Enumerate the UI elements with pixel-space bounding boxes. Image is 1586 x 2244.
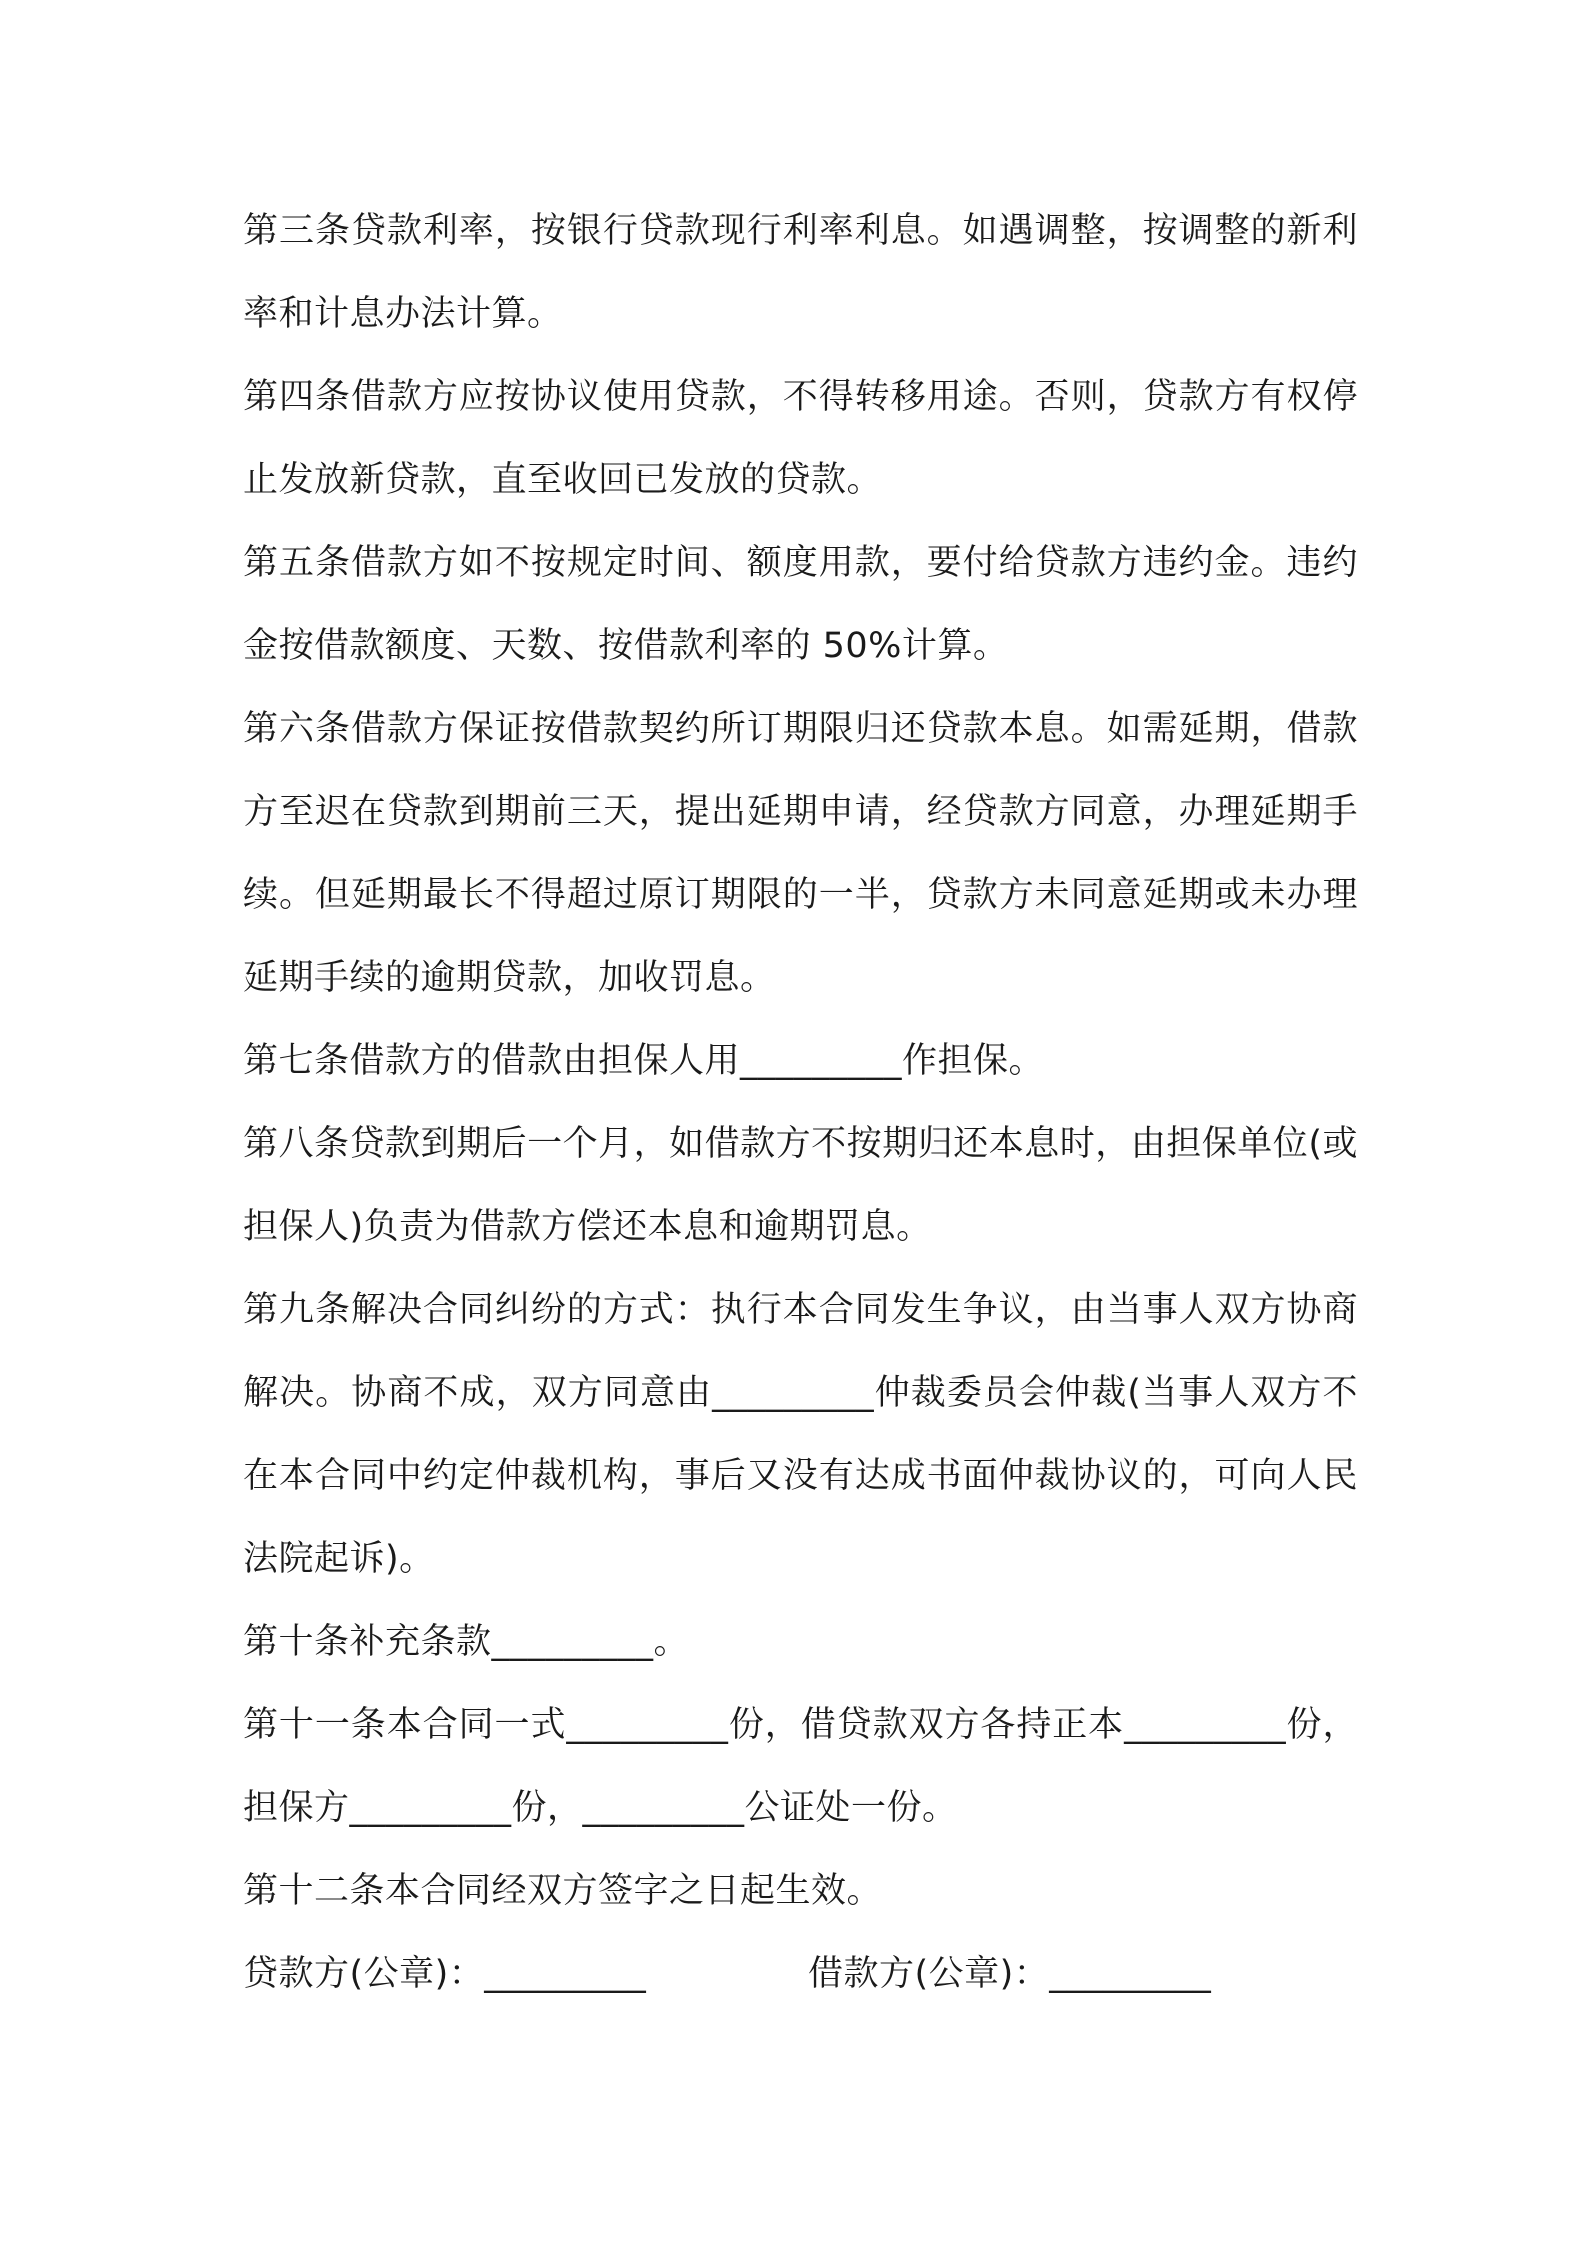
clause-7: 第七条借款方的借款由担保人用_________作担保。 — [243, 1041, 1045, 1081]
clause-6: 第六条借款方保证按借款契约所订期限归还贷款本息。如需延期，借款方至迟在贷款到期前三天，提出延期申请，经贷款方同意，办理延期手续。但延期最长不得超过原订期限的一半，贷款方未同意延期或未办理延期手续的逾期贷款，加收罚息。 — [243, 709, 1358, 998]
lender-signature: 贷款方(公章)：_________ — [243, 1954, 647, 1994]
clause-4: 第四条借款方应按协议使用贷款，不得转移用途。否则，贷款方有权停止发放新贷款，直至收回已发放的贷款。 — [243, 377, 1358, 500]
clause-11: 第十一条本合同一式_________份，借贷款双方各持正本_________份，担保方_________份，_________公证处一份。 — [243, 1705, 1358, 1828]
clause-9: 第九条解决合同纠纷的方式：执行本合同发生争议，由当事人双方协商解决。协商不成，双方同意由_________仲裁委员会仲裁(当事人双方不在本合同中约定仲裁机构，事后又没有达成书面仲裁协议的，可向人民法院起诉)。 — [243, 1290, 1358, 1579]
clause-3: 第三条贷款利率，按银行贷款现行利率利息。如遇调整，按调整的新利率和计息办法计算。 — [243, 211, 1358, 334]
contract-body — [243, 190, 1358, 2016]
clause-5: 第五条借款方如不按规定时间、额度用款，要付给贷款方违约金。违约金按借款额度、天数、按借款利率的 50%计算。 — [243, 543, 1358, 666]
clause-10: 第十条补充条款_________。 — [243, 1622, 690, 1662]
borrower-signature: 借款方(公章)：_________ — [808, 1954, 1212, 1994]
clause-12: 第十二条本合同经双方签字之日起生效。 — [243, 1871, 883, 1911]
clause-8: 第八条贷款到期后一个月，如借款方不按期归还本息时，由担保单位(或担保人)负责为借款方偿还本息和逾期罚息。 — [243, 1124, 1358, 1247]
signature-row — [243, 1933, 1358, 2016]
